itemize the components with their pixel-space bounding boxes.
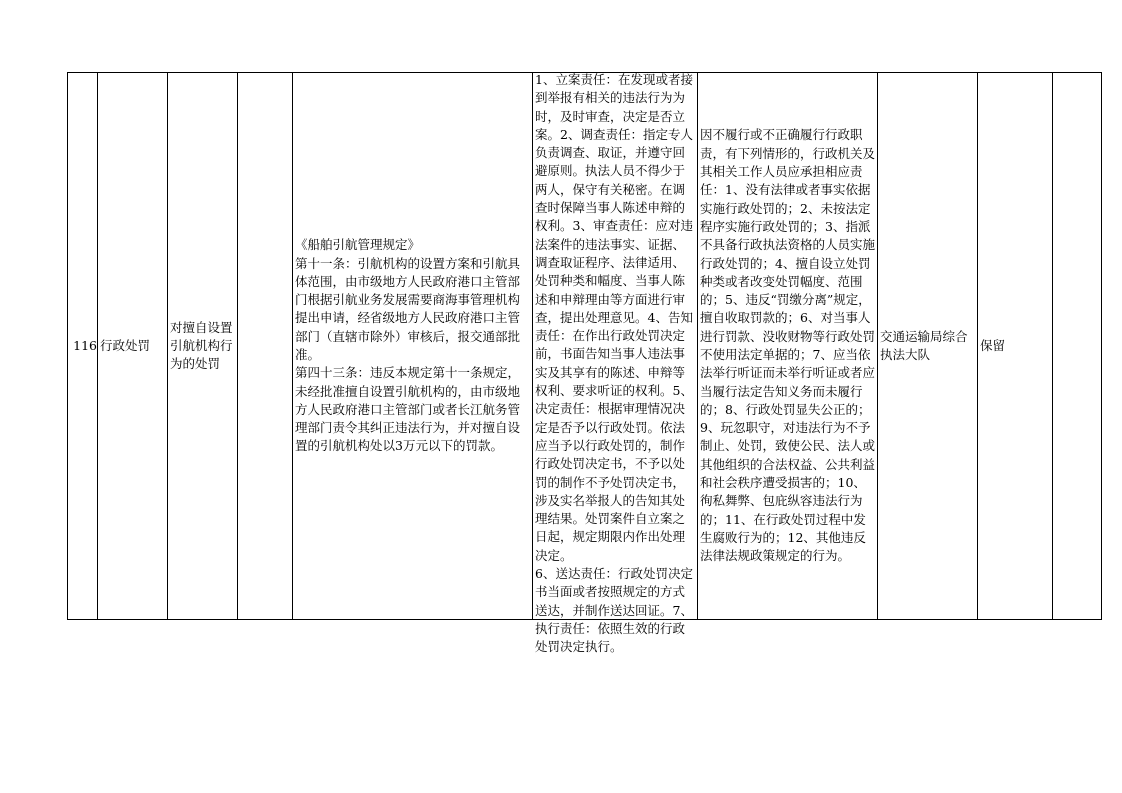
table-row [68, 73, 1102, 620]
responsibility-text: 1、立案责任：在发现或者接到举报有相关的违法行为为时，及时审查，决定是否立案。2、调查责任：指定专人负责调查、取证，并遵守回避原则。执法人员不得少于两人，保守有关秘密。在调查时保障当事人陈述申辩的权利。3、审查责任：应对违法案件的违法事实、证据、调查取证程序、法律适用、处罚种类和幅度、当事人陈述和申辩理由等方面进行审查，提出处理意见。4、告知责任：在作出行政处罚决定前，书面告知当事人违法事实及其享有的陈述、申辩等权利、要求听证的权利。5、决定责任：根据审理情况决定是否予以行政处罚。依法应当予以行政处罚的，制作行政处罚决定书，不予以处罚的制作不予处罚决定书，涉及实名举报人的告知其处理结果。处罚案件自立案之日起，规定期限内作出处理决定。 6、送达责任：行政处罚决定书当面或者按照规定的方式送达，并制作送达回证。7、执行责任：依照生效的行政处罚决定执行。 [535, 72, 693, 655]
responsibility-cell [533, 72, 698, 655]
department: 交通运输局综合执法大队 [880, 328, 968, 362]
department-cell [878, 73, 978, 620]
status: 保留 [980, 337, 1006, 353]
item-name-cell [168, 73, 238, 620]
status-cell [978, 73, 1053, 620]
category-cell [98, 73, 168, 620]
row-index-cell [68, 73, 98, 620]
sub-item-cell [238, 73, 293, 620]
row-index: 116 [73, 337, 97, 353]
item-name: 对擅自设置引航机构行为的处罚 [170, 319, 233, 372]
legal-basis: 《船舶引航管理规定》 第十一条：引航机构的设置方案和引航具体范围，由市级地方人民政府港口主管部门根据引航业务发展需要商海事管理机构提出申请，经省级地方人民政府港口主管部门（直辖市除外）审核后，报交通部批准。 第四十三条：违反本规定第十一条规定，未经批准擅自设置引航机构的，由市级地方人民政府港口主管部门或者长江航务管理部门责令其纠正违法行为，并对擅自设置的引航机构处以3万元以下的罚款。 [295, 237, 521, 454]
accountability-text: 因不履行或不正确履行行政职责，有下列情形的，行政机关及其相关工作人员应承担相应责任：1、没有法律或者事实依据实施行政处罚的；2、未按法定程序实施行政处罚的；3、指派不具备行政执法资格的人员实施行政处罚的；4、擅自设立处罚种类或者改变处罚幅度、范围的；5、违反“罚缴分离”规定，擅自收取罚款的；6、对当事人进行罚款、没收财物等行政处罚不使用法定单据的；7、应当依法举行听证而未举行听证或者应当履行法定告知义务而未履行的；8、行政处罚显失公正的；9、玩忽职守，对违法行为不予制止、处罚，致使公民、法人或其他组织的合法权益、公共利益和社会秩序遭受损害的；10、徇私舞弊、包庇纵容违法行为的；11、在行政处罚过程中发生腐败行为的；12、其他违反法律法规政策规定的行为。 [700, 127, 876, 564]
remark-cell [1053, 73, 1102, 620]
legal-basis-cell [293, 73, 533, 620]
category: 行政处罚 [100, 337, 151, 353]
power-list-table [67, 72, 1102, 655]
accountability-cell [698, 73, 878, 620]
